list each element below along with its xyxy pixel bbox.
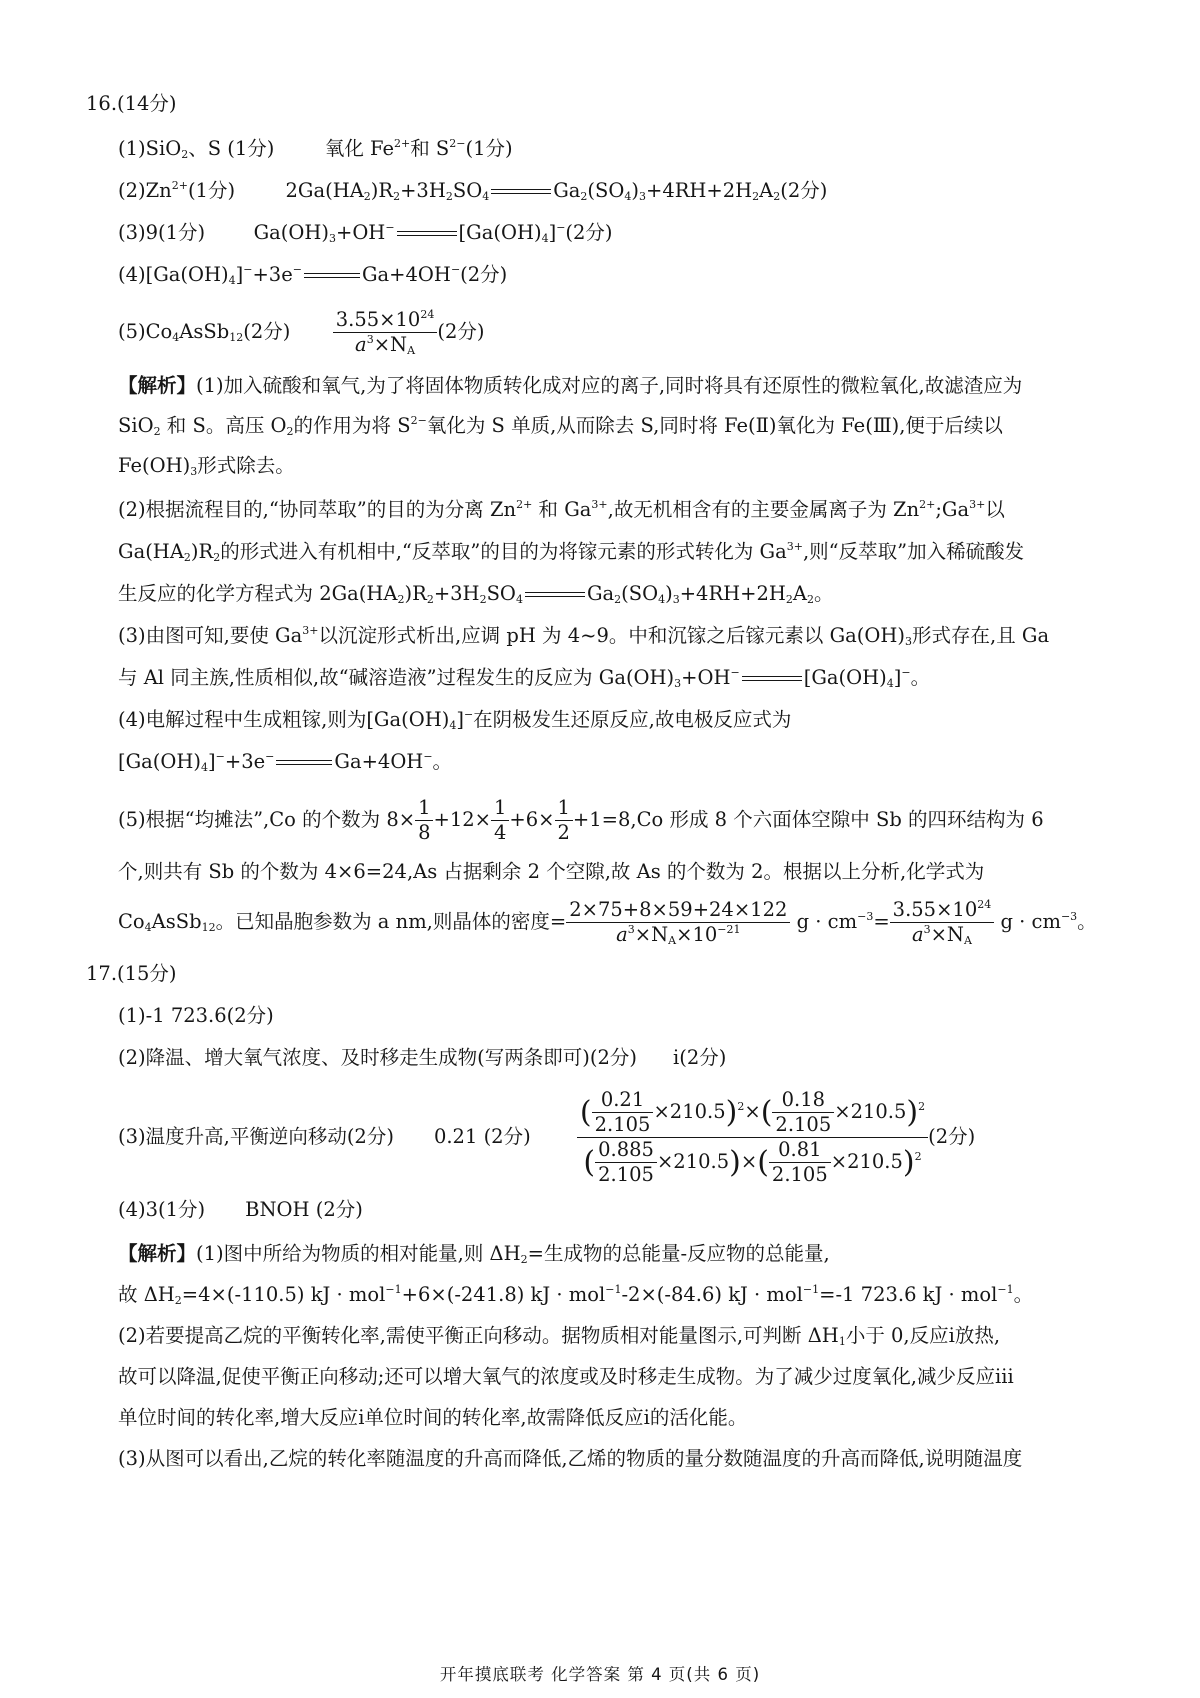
q16-analysis-line-2: SiO$_2$ 和 S。高压 $O_2$的作用为将 $S^{2-}$氧化为 S 单质,从而除去 S,同时将 Fe(Ⅱ)氧化为 Fe(Ⅲ),便于后续以 [118, 414, 1003, 438]
density-fraction: $\frac{3.55\times 10^{24}}{a^3\times N_A}$ [333, 308, 438, 357]
q17-analysis-line-1: 【解析】(1)图中所给为物质的相对能量,则 $\Delta H_2=$生成物的总能量-反应物的总能量, [118, 1242, 830, 1266]
q16-answer-3: (3)9(1分) $Ga(OH)_3+OH^-$ $[Ga(OH)_4]^-(2$分) [118, 221, 613, 245]
q16-header: 16.(14分) [86, 92, 177, 115]
density-fraction-full: $\frac{2\times 75+8\times 59+24\times 122}{a^3\times N_A\times 10^{-21}}$ [566, 898, 790, 947]
q16-analysis-line-5: $Ga(HA_2)R_2$的形式进入有机相中,“反萃取”的目的为将镓元素的形式转化为 $Ga^{3+}$,则“反萃取”加入稀硫酸发 [118, 540, 1025, 564]
equals-sign [491, 189, 551, 194]
q16-answer-1: (1)SiO$_2$、S (1分) 氧化 $Fe^{2+}$和 $S^{2-}(1$分) [118, 137, 513, 161]
q17-analysis-line-3: (2)若要提高乙烷的平衡转化率,需使平衡正向移动。据物质相对能量图示,可判断 $\Delta H_1$小于 0,反应ⅰ放热, [118, 1324, 1001, 1348]
q17-answer-1: (1)-1 723.6(2分) [118, 1004, 274, 1027]
q17-analysis-line-4: 故可以降温,促使平衡正向移动;还可以增大氧气的浓度或及时移走生成物。为了减少过度氧化,减少反应ⅲ [118, 1365, 1014, 1388]
equals-sign [304, 273, 360, 278]
q17-analysis-line-5: 单位时间的转化率,增大反应ⅰ单位时间的转化率,故需降低反应ⅰ的活化能。 [118, 1406, 748, 1429]
q17-header: 17.(15分) [86, 962, 177, 985]
q16-analysis-line-10: $[Ga(OH)_4]^-+3e^-$ Ga+4OH−。 [118, 750, 453, 774]
equals-sign [742, 676, 802, 681]
q16-analysis-line-9: (4)电解过程中生成粗镓,则为$[Ga(OH)_4]^-$在阴极发生还原反应,故电极反应式为 [118, 708, 792, 732]
page-footer: 开年摸底联考 化学答案 第 4 页(共 6 页) [439, 1665, 761, 1684]
q16-analysis-line-4: (2)根据流程目的,“协同萃取”的目的为分离 $Zn^{2+}$ 和 $Ga^{3+}$,故无机相含有的主要金属离子为 $Zn^{2+};Ga^{3+}$以 [118, 498, 1005, 521]
equilibrium-constant-fraction: ( $\frac{0.21}{2.105}$ ×210.5)$^2$×( $\frac{0.18}{2.105}$ ×210.5)$^2$ ( $\frac{0.885}{2.105}$ ×210.5)×( $\frac{0.81}{2.105}$ ×210.5)$^2$ [577, 1088, 928, 1187]
q16-answer-5: $(5)Co_4AsSb_{12}(2$分) $\frac{3.55\times 10^{24}}{a^3\times N_A}$ (2分) [118, 308, 485, 357]
density-fraction-short: $\frac{3.55\times 10^{24}}{a^3\times N_A}$ [890, 898, 995, 947]
q16-analysis-line-7: (3)由图可知,要使 $Ga^{3+}$以沉淀形式析出,应调 pH 为 4~9。中和沉镓之后镓元素以 $Ga(OH)_3$形式存在,且 Ga [118, 624, 1050, 648]
q16-analysis-line-1: 【解析】(1)加入硫酸和氧气,为了将固体物质转化成对应的离子,同时将具有还原性的微粒氧化,故滤渣应为 [118, 374, 1023, 397]
q16-analysis-line-8: 与 Al 同主族,性质相似,故“碱溶造液”过程发生的反应为 $Ga(OH)_3+OH^-$ $[Ga(OH)_4]^-$。 [118, 666, 931, 690]
q17-analysis-line-2: 故 $\Delta H_2=4\times(-110.5)$ kJ · mol$^{-1}$+6×(-241.8) kJ · mol$^{-1}$-2×(-84.6) kJ · mol$^{-1}$=-1 723.6 kJ · mol$^{-1}$。 [118, 1283, 1034, 1307]
q16-analysis-line-12: 个,则共有 Sb 的个数为 4×6=24,As 占据剩余 2 个空隙,故 As 的个数为 2。根据以上分析,化学式为 [118, 860, 985, 883]
q16-analysis-line-3: $Fe(OH)_3$形式除去。 [118, 454, 295, 478]
q17-answer-3: (3)温度升高,平衡逆向移动(2分) 0.21 (2分) ( $\frac{0.21}{2.105}$ ×210.5)$^2$×( $\frac{0.18}{2.105}$ ×210.5)$^2$ ( $\frac{0.885}{2.105}$ ×210.5)×( $\frac{0.81}{2.105}$ ×210.5)$^2$ (2分) [118, 1088, 976, 1186]
equals-sign [397, 231, 457, 236]
q16-answer-2: $(2)Zn^{2+}(1$分) $2Ga(HA_2)R_2+3H_2SO_4$ $Ga_2(SO_4)_3+4RH+2H_2A_2(2$分) [118, 179, 828, 203]
q16-analysis-line-6: 生反应的化学方程式为 $2Ga(HA_2)R_2+3H_2SO_4$ $Ga_2(SO_4)_3+4RH+2H_2A_2$。 [118, 582, 834, 606]
q17-analysis-line-6: (3)从图可以看出,乙烷的转化率随温度的升高而降低,乙烯的物质的量分数随温度的升高而降低,说明随温度 [118, 1447, 1023, 1470]
equals-sign [525, 592, 585, 597]
q16-answer-4: $(4)[Ga(OH)_4]^-+3e^-$ Ga+4OH−(2分) [118, 263, 508, 287]
q17-answer-4: (4)3(1分) BNOH (2分) [118, 1198, 363, 1221]
q16-analysis-line-13: $Co_4AsSb_{12}$。已知晶胞参数为 a nm,则晶体的密度= $\frac{2\times 75+8\times 59+24\times 122}{a^3\times N_A\times 10^{-21}}$ $g \cdot cm^{-3}=$ $\frac{3.55\times 10^{24}}{a^3\times N_A}$ $g \cdot cm^{-3}$。 [118, 898, 1097, 947]
q16-analysis-line-11: (5)根据“均摊法”,Co 的个数为 8× $\frac{1}{8}$ +12× $\frac{1}{4}$ +6× $\frac{1}{2}$ +1=8,Co 形成 8 个六面体空隙中 Sb 的四环结构为 6 [118, 796, 1044, 844]
q17-answer-2: (2)降温、增大氧气浓度、及时移走生成物(写两条即可)(2分) ⅰ(2分) [118, 1046, 727, 1069]
equals-sign [276, 760, 332, 765]
